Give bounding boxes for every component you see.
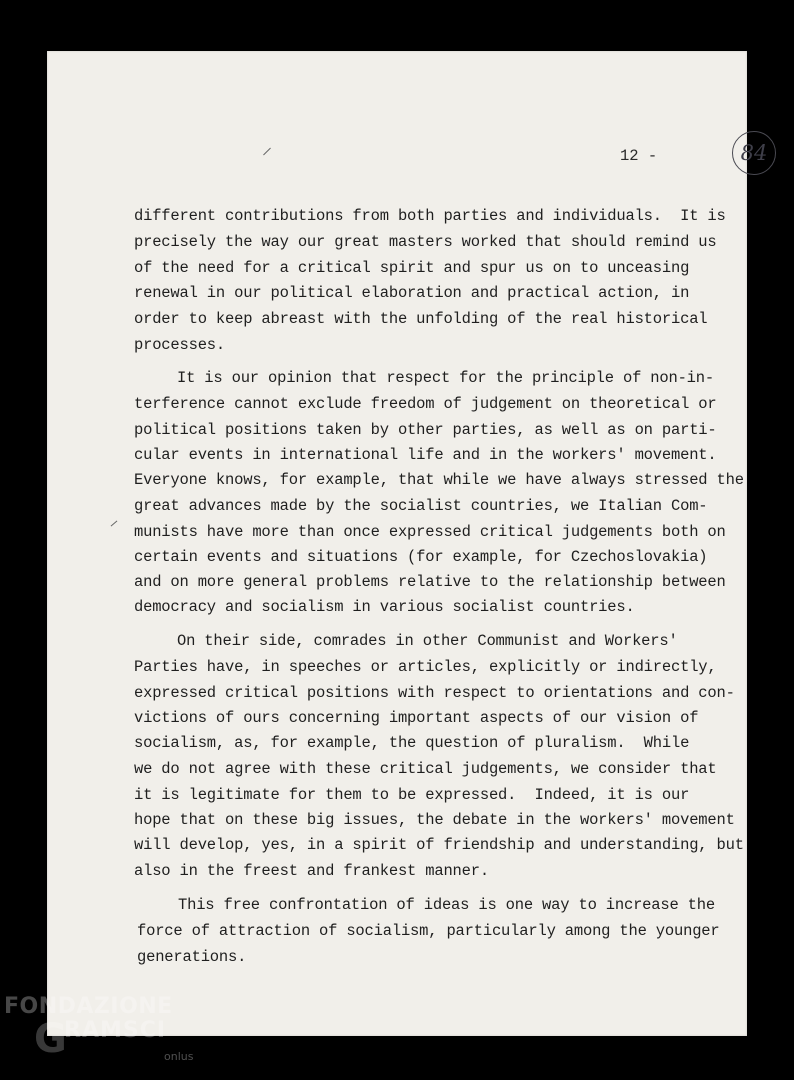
stamp-number: 84 <box>740 141 768 165</box>
text-line: will develop, yes, in a spirit of friendship and understanding, but <box>134 836 744 854</box>
text-line: order to keep abreast with the unfolding of the real historical <box>134 310 708 328</box>
watermark-text: FONDAZIONE <box>4 994 173 1019</box>
text-line: it is legitimate for them to be expressed. Indeed, it is our <box>134 786 690 804</box>
text-line: cular events in international life and in the workers' movement. <box>134 446 717 464</box>
text-line: and on more general problems relative to the relationship between <box>134 573 726 591</box>
page-number: 12 - <box>620 147 658 165</box>
text-line: On their side, comrades in other Communist and Workers' <box>177 632 678 650</box>
text-line: socialism, as, for example, the question of pluralism. While <box>134 734 690 752</box>
watermark-text: RAMSCI <box>64 1018 167 1043</box>
text-line: great advances made by the socialist countries, we Italian Com- <box>134 497 708 515</box>
text-line: precisely the way our great masters worked that should remind us <box>134 233 717 251</box>
text-line: generations. <box>137 948 247 966</box>
text-line: different contributions from both parties and individuals. It is <box>134 207 726 225</box>
pen-mark <box>263 148 271 156</box>
watermark-text: onlus <box>164 1050 194 1063</box>
text-line: we do not agree with these critical judgements, we consider that <box>134 760 717 778</box>
document-page <box>47 51 768 1036</box>
text-line: certain events and situations (for example, for Czechoslovakia) <box>134 548 708 566</box>
text-line: Everyone knows, for example, that while we have always stressed the <box>134 471 744 489</box>
text-line: renewal in our political elaboration and practical action, in <box>134 284 690 302</box>
text-line: expressed critical positions with respect to orientations and con- <box>134 684 735 702</box>
text-line: processes. <box>134 336 226 354</box>
text-line: terference cannot exclude freedom of judgement on theoretical or <box>134 395 717 413</box>
text-line: also in the freest and frankest manner. <box>134 862 489 880</box>
text-line: It is our opinion that respect for the principle of non-in- <box>177 369 714 387</box>
archive-page-stamp <box>732 131 776 175</box>
text-line: force of attraction of socialism, particularly among the younger <box>137 922 720 940</box>
text-line: hope that on these big issues, the debate in the workers' movement <box>134 811 735 829</box>
text-line: democracy and socialism in various socialist countries. <box>134 598 635 616</box>
text-line: victions of ours concerning important aspects of our vision of <box>134 709 699 727</box>
watermark-logo-letter: G <box>34 1016 67 1062</box>
pen-mark <box>111 521 118 527</box>
text-line: of the need for a critical spirit and spur us on to unceasing <box>134 259 690 277</box>
foundation-watermark <box>4 994 204 1074</box>
text-line: munists have more than once expressed critical judgements both on <box>134 523 726 541</box>
text-line: Parties have, in speeches or articles, explicitly or indirectly, <box>134 658 717 676</box>
text-line: This free confrontation of ideas is one way to increase the <box>178 896 715 914</box>
text-line: political positions taken by other parties, as well as on parti- <box>134 421 717 439</box>
